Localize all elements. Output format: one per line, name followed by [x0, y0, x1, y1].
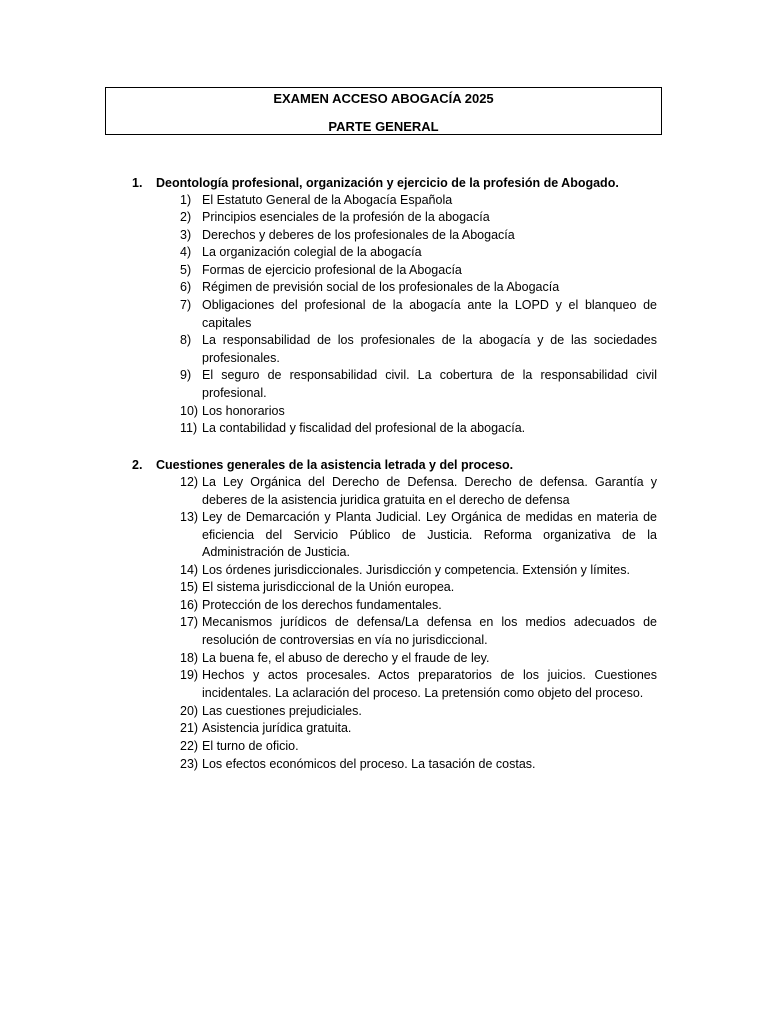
document-subtitle: PARTE GENERAL	[328, 119, 439, 134]
item-number: 15)	[180, 580, 199, 594]
item-text: Las cuestiones prejudiciales.	[202, 704, 362, 718]
item-number: 1)	[180, 193, 192, 207]
item-number: 19)	[180, 668, 199, 682]
item-text: Ley de Demarcación y Planta Judicial. Ley Orgánica de medidas en materia de eficiencia del Servicio Público de Justicia. Reforma organizativa de la Administración de Justicia.	[202, 510, 657, 559]
section-title: Cuestiones generales de la asistencia letrada y del proceso.	[156, 458, 514, 472]
list-item	[180, 614, 657, 649]
item-text: Asistencia jurídica gratuita.	[202, 721, 352, 735]
item-text: El turno de oficio.	[202, 739, 299, 753]
list-item	[180, 279, 657, 297]
list-item	[180, 209, 657, 227]
item-text: Obligaciones del profesional de la abogacía ante la LOPD y el blanqueo de capitales	[202, 298, 657, 330]
list-item	[180, 474, 657, 509]
item-number: 22)	[180, 739, 199, 753]
item-number: 8)	[180, 333, 192, 347]
item-number: 11)	[180, 421, 198, 435]
list-item	[180, 192, 657, 210]
list-item	[180, 227, 657, 245]
item-text: Principios esenciales de la profesión de la abogacía	[202, 210, 490, 224]
item-number: 7)	[180, 298, 192, 312]
list-item	[180, 297, 657, 332]
item-number: 14)	[180, 563, 199, 577]
item-number: 12)	[180, 475, 199, 489]
item-number: 2)	[180, 210, 192, 224]
item-text: El seguro de responsabilidad civil. La cobertura de la responsabilidad civil profesional.	[202, 368, 657, 400]
list-item	[180, 720, 657, 738]
title-box	[105, 87, 662, 135]
item-number: 17)	[180, 615, 199, 629]
item-text: La organización colegial de la abogacía	[202, 245, 422, 259]
list-item	[180, 756, 657, 774]
document-title: EXAMEN ACCESO ABOGACÍA 2025	[273, 91, 494, 106]
list-item	[180, 332, 657, 367]
list-item	[180, 509, 657, 562]
item-text: Los efectos económicos del proceso. La tasación de costas.	[202, 757, 536, 771]
item-text: La buena fe, el abuso de derecho y el fraude de ley.	[202, 651, 490, 665]
item-text: La responsabilidad de los profesionales de la abogacía y de las sociedades profesionales.	[202, 333, 657, 365]
item-number: 5)	[180, 263, 192, 277]
section-number: 2.	[132, 458, 143, 472]
item-text: El Estatuto General de la Abogacía Española	[202, 193, 453, 207]
list-item	[180, 597, 657, 615]
item-number: 20)	[180, 704, 199, 718]
item-number: 18)	[180, 651, 199, 665]
item-number: 6)	[180, 280, 192, 294]
item-number: 3)	[180, 228, 192, 242]
item-number: 21)	[180, 721, 199, 735]
list-item	[180, 244, 657, 262]
list-item	[180, 403, 657, 421]
list-item	[180, 562, 657, 580]
item-text: Protección de los derechos fundamentales.	[202, 598, 442, 612]
section-heading	[132, 458, 513, 472]
list-item	[180, 703, 657, 721]
item-number: 13)	[180, 510, 199, 524]
item-number: 16)	[180, 598, 199, 612]
list-item	[180, 420, 657, 438]
item-number: 10)	[180, 404, 199, 418]
item-number: 9)	[180, 368, 192, 382]
list-item	[180, 650, 657, 668]
item-text: La Ley Orgánica del Derecho de Defensa. Derecho de defensa. Garantía y deberes de la asistencia juridica gratuita en el derecho de defensa	[202, 475, 657, 507]
item-text: Hechos y actos procesales. Actos preparatorios de los juicios. Cuestiones incidentales. La aclaración del proceso. La pretensión como objeto del proceso.	[202, 668, 657, 700]
section-title: Deontología profesional, organización y ejercicio de la profesión de Abogado.	[156, 176, 619, 190]
item-number: 23)	[180, 757, 199, 771]
item-text: Formas de ejercicio profesional de la Abogacía	[202, 263, 462, 277]
list-item	[180, 367, 657, 402]
item-text: El sistema jurisdiccional de la Unión europea.	[202, 580, 455, 594]
item-text: Mecanismos jurídicos de defensa/La defensa en los medios adecuados de resolución de controversias en vía no jurisdiccional.	[202, 615, 657, 647]
list-item	[180, 579, 657, 597]
section-heading	[132, 176, 619, 190]
list-item	[180, 738, 657, 756]
item-text: Régimen de previsión social de los profesionales de la Abogacía	[202, 280, 560, 294]
section-number: 1.	[132, 176, 143, 190]
item-text: La contabilidad y fiscalidad del profesional de la abogacía.	[202, 421, 526, 435]
list-item	[180, 667, 657, 702]
item-text: Los honorarios	[202, 404, 285, 418]
item-number: 4)	[180, 245, 192, 259]
item-text: Los órdenes jurisdiccionales. Jurisdicción y competencia. Extensión y límites.	[202, 563, 630, 577]
item-text: Derechos y deberes de los profesionales de la Abogacía	[202, 228, 515, 242]
list-item	[180, 262, 657, 280]
